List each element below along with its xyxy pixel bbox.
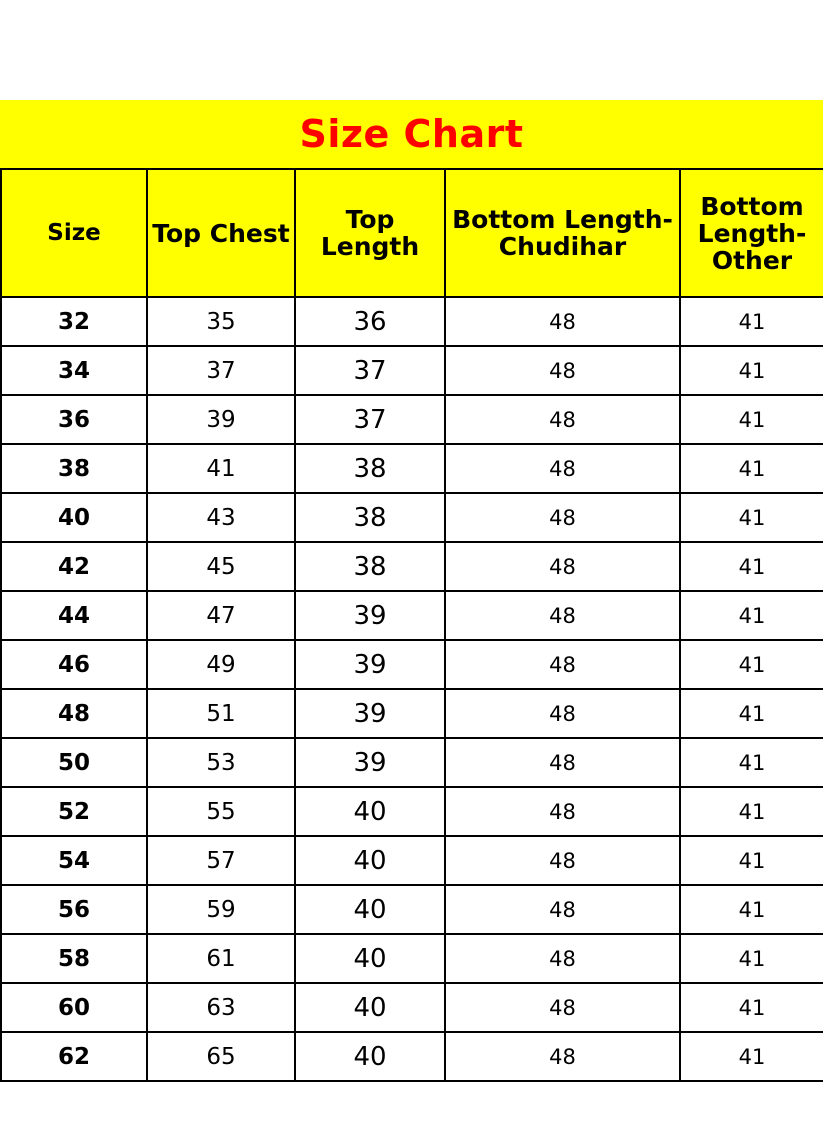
cell-bottom-length-chudihar: 48 bbox=[445, 444, 680, 493]
cell-bottom-length-other: 41 bbox=[680, 689, 823, 738]
cell-top-length: 38 bbox=[295, 493, 445, 542]
column-header-top-chest: Top Chest bbox=[147, 169, 295, 297]
cell-bottom-length-other: 41 bbox=[680, 444, 823, 493]
cell-bottom-length-chudihar: 48 bbox=[445, 689, 680, 738]
cell-size: 50 bbox=[1, 738, 147, 787]
cell-bottom-length-other: 41 bbox=[680, 640, 823, 689]
cell-bottom-length-chudihar: 48 bbox=[445, 346, 680, 395]
column-header-bottom-length-chudihar: Bottom Length-Chudihar bbox=[445, 169, 680, 297]
cell-bottom-length-other: 41 bbox=[680, 787, 823, 836]
cell-bottom-length-chudihar: 48 bbox=[445, 1032, 680, 1081]
cell-size: 36 bbox=[1, 395, 147, 444]
cell-size: 42 bbox=[1, 542, 147, 591]
cell-top-chest: 41 bbox=[147, 444, 295, 493]
cell-bottom-length-chudihar: 48 bbox=[445, 493, 680, 542]
cell-size: 44 bbox=[1, 591, 147, 640]
table-row bbox=[1, 885, 823, 934]
cell-size: 48 bbox=[1, 689, 147, 738]
page-title: Size Chart bbox=[0, 100, 823, 168]
table-row bbox=[1, 395, 823, 444]
cell-bottom-length-other: 41 bbox=[680, 297, 823, 346]
cell-bottom-length-chudihar: 48 bbox=[445, 885, 680, 934]
cell-top-length: 39 bbox=[295, 640, 445, 689]
cell-bottom-length-other: 41 bbox=[680, 934, 823, 983]
cell-top-length: 38 bbox=[295, 542, 445, 591]
cell-bottom-length-chudihar: 48 bbox=[445, 787, 680, 836]
cell-bottom-length-chudihar: 48 bbox=[445, 983, 680, 1032]
cell-top-length: 40 bbox=[295, 934, 445, 983]
table-row bbox=[1, 787, 823, 836]
table-header bbox=[1, 169, 823, 297]
cell-bottom-length-chudihar: 48 bbox=[445, 297, 680, 346]
cell-bottom-length-other: 41 bbox=[680, 395, 823, 444]
table-header-row bbox=[1, 169, 823, 297]
cell-top-length: 36 bbox=[295, 297, 445, 346]
cell-bottom-length-chudihar: 48 bbox=[445, 395, 680, 444]
cell-size: 56 bbox=[1, 885, 147, 934]
cell-top-chest: 63 bbox=[147, 983, 295, 1032]
cell-bottom-length-chudihar: 48 bbox=[445, 738, 680, 787]
cell-bottom-length-chudihar: 48 bbox=[445, 542, 680, 591]
cell-top-chest: 59 bbox=[147, 885, 295, 934]
table-row bbox=[1, 591, 823, 640]
cell-top-chest: 39 bbox=[147, 395, 295, 444]
cell-size: 32 bbox=[1, 297, 147, 346]
cell-top-length: 40 bbox=[295, 983, 445, 1032]
cell-bottom-length-other: 41 bbox=[680, 542, 823, 591]
table-row bbox=[1, 1032, 823, 1081]
cell-bottom-length-chudihar: 48 bbox=[445, 836, 680, 885]
cell-size: 46 bbox=[1, 640, 147, 689]
cell-size: 54 bbox=[1, 836, 147, 885]
table-row bbox=[1, 689, 823, 738]
cell-top-length: 39 bbox=[295, 689, 445, 738]
cell-bottom-length-other: 41 bbox=[680, 591, 823, 640]
cell-top-chest: 49 bbox=[147, 640, 295, 689]
cell-top-length: 39 bbox=[295, 738, 445, 787]
cell-top-chest: 43 bbox=[147, 493, 295, 542]
cell-top-chest: 45 bbox=[147, 542, 295, 591]
cell-bottom-length-other: 41 bbox=[680, 493, 823, 542]
cell-bottom-length-other: 41 bbox=[680, 1032, 823, 1081]
cell-top-length: 39 bbox=[295, 591, 445, 640]
cell-top-length: 38 bbox=[295, 444, 445, 493]
cell-top-chest: 57 bbox=[147, 836, 295, 885]
cell-top-chest: 53 bbox=[147, 738, 295, 787]
table-row bbox=[1, 640, 823, 689]
cell-bottom-length-other: 41 bbox=[680, 738, 823, 787]
cell-top-chest: 65 bbox=[147, 1032, 295, 1081]
cell-bottom-length-other: 41 bbox=[680, 836, 823, 885]
cell-bottom-length-other: 41 bbox=[680, 346, 823, 395]
table-row bbox=[1, 542, 823, 591]
cell-top-length: 40 bbox=[295, 885, 445, 934]
cell-top-length: 37 bbox=[295, 395, 445, 444]
table-row bbox=[1, 836, 823, 885]
table-row bbox=[1, 444, 823, 493]
table-row bbox=[1, 983, 823, 1032]
cell-top-chest: 37 bbox=[147, 346, 295, 395]
size-chart-table bbox=[0, 168, 823, 1082]
cell-bottom-length-chudihar: 48 bbox=[445, 640, 680, 689]
table-body bbox=[1, 297, 823, 1081]
cell-size: 52 bbox=[1, 787, 147, 836]
cell-top-chest: 47 bbox=[147, 591, 295, 640]
cell-bottom-length-other: 41 bbox=[680, 983, 823, 1032]
cell-size: 38 bbox=[1, 444, 147, 493]
cell-size: 40 bbox=[1, 493, 147, 542]
cell-size: 34 bbox=[1, 346, 147, 395]
table-row bbox=[1, 346, 823, 395]
column-header-top-length: Top Length bbox=[295, 169, 445, 297]
cell-top-chest: 61 bbox=[147, 934, 295, 983]
cell-top-chest: 35 bbox=[147, 297, 295, 346]
table-row bbox=[1, 934, 823, 983]
table-row bbox=[1, 738, 823, 787]
cell-top-chest: 55 bbox=[147, 787, 295, 836]
size-chart-container bbox=[0, 100, 823, 1082]
table-row bbox=[1, 297, 823, 346]
cell-top-length: 40 bbox=[295, 1032, 445, 1081]
cell-top-chest: 51 bbox=[147, 689, 295, 738]
cell-bottom-length-other: 41 bbox=[680, 885, 823, 934]
cell-bottom-length-chudihar: 48 bbox=[445, 934, 680, 983]
cell-size: 60 bbox=[1, 983, 147, 1032]
column-header-bottom-length-other: Bottom Length-Other bbox=[680, 169, 823, 297]
cell-size: 62 bbox=[1, 1032, 147, 1081]
cell-bottom-length-chudihar: 48 bbox=[445, 591, 680, 640]
table-row bbox=[1, 493, 823, 542]
column-header-size: Size bbox=[1, 169, 147, 297]
cell-top-length: 37 bbox=[295, 346, 445, 395]
cell-top-length: 40 bbox=[295, 787, 445, 836]
cell-size: 58 bbox=[1, 934, 147, 983]
cell-top-length: 40 bbox=[295, 836, 445, 885]
